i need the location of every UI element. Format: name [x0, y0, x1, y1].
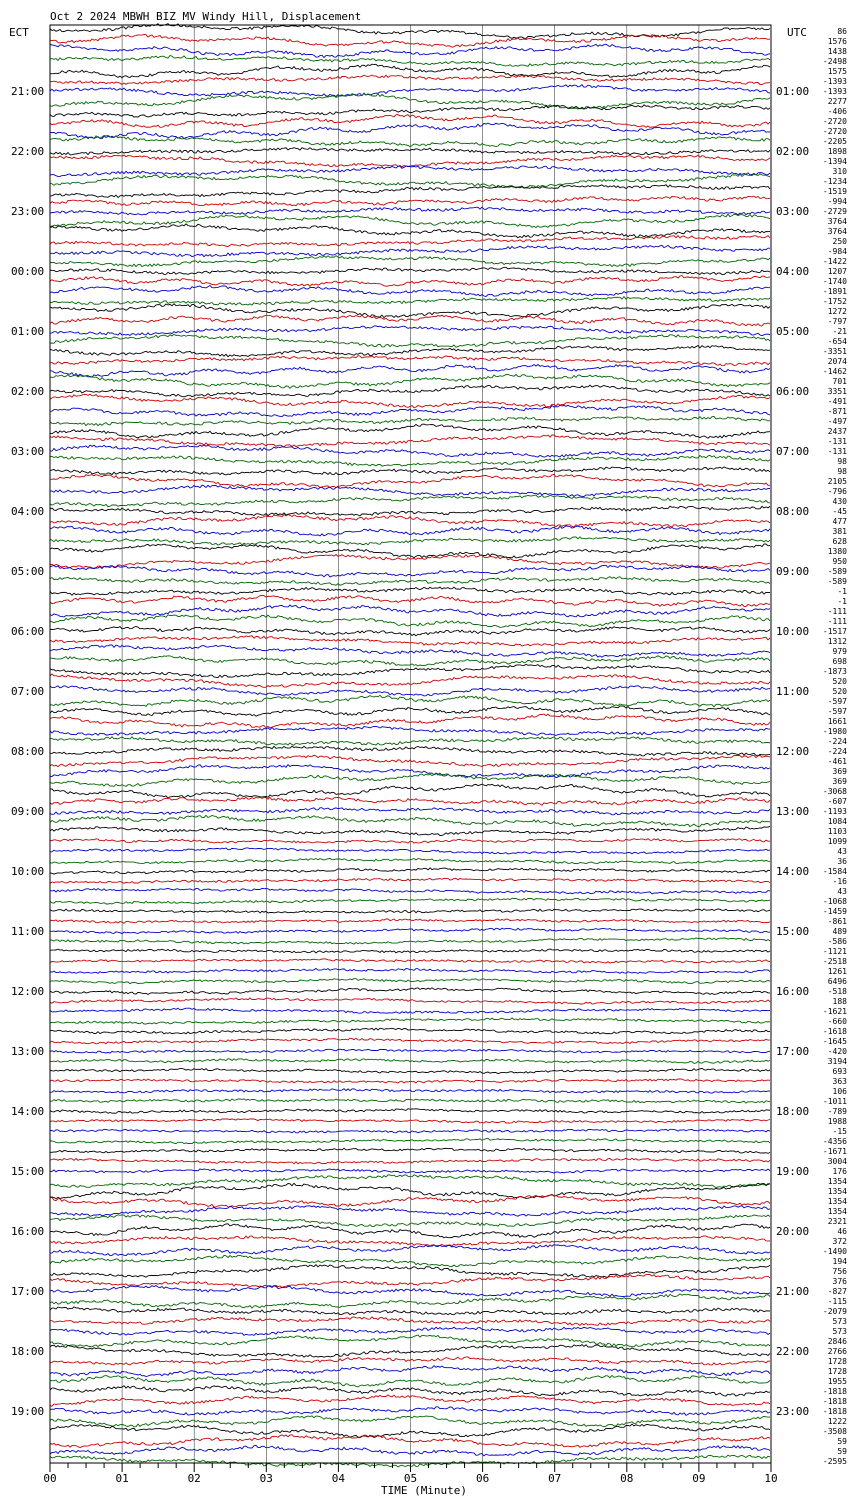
trace-value-label: -607 — [827, 797, 847, 806]
left-hour-label: 05:00 — [11, 565, 45, 578]
trace-value-label: -1980 — [822, 727, 847, 736]
trace-value-label: -1818 — [822, 1387, 847, 1396]
left-hour-label: 17:00 — [11, 1285, 45, 1298]
trace-value-label: -1394 — [822, 157, 847, 166]
trace-value-label: -1459 — [822, 907, 847, 916]
x-tick-label: 00 — [43, 1472, 57, 1485]
trace-value-label: 46 — [837, 1227, 847, 1236]
trace-value-label: 430 — [832, 497, 847, 506]
right-hour-label: 18:00 — [776, 1105, 810, 1118]
right-hour-label: 08:00 — [776, 505, 810, 518]
trace-value-label: -586 — [827, 937, 847, 946]
trace-value-label: 363 — [832, 1077, 847, 1086]
trace-value-label: 36 — [837, 857, 847, 866]
trace-value-label: -406 — [827, 107, 847, 116]
right-hour-label: 14:00 — [776, 865, 810, 878]
trace-value-label: -1422 — [822, 257, 847, 266]
trace-value-label: -1068 — [822, 897, 847, 906]
left-hour-label: 23:00 — [11, 205, 45, 218]
right-hour-label: 11:00 — [776, 685, 810, 698]
trace-value-label: 693 — [832, 1067, 847, 1076]
trace-value-label: 3194 — [827, 1057, 847, 1066]
trace-value-label: -1891 — [822, 287, 847, 296]
trace-value-label: -111 — [827, 617, 847, 626]
right-hour-label: 23:00 — [776, 1405, 810, 1418]
trace-value-label: 176 — [832, 1167, 847, 1176]
x-tick-label: 07 — [548, 1472, 562, 1485]
trace-value-label: 194 — [832, 1257, 847, 1266]
right-hour-label: 07:00 — [776, 445, 810, 458]
trace-value-label: -224 — [827, 737, 847, 746]
x-tick-label: 10 — [764, 1472, 778, 1485]
left-hour-label: 13:00 — [11, 1045, 45, 1058]
right-hour-label: 13:00 — [776, 805, 810, 818]
trace-value-label: 2321 — [827, 1217, 847, 1226]
trace-value-label: -1740 — [822, 277, 847, 286]
right-hour-label: 06:00 — [776, 385, 810, 398]
trace-value-label: 2766 — [827, 1347, 847, 1356]
trace-value-label: -994 — [827, 197, 847, 206]
trace-value-label: 369 — [832, 777, 847, 786]
left-hour-label: 16:00 — [11, 1225, 45, 1238]
left-hour-label: 18:00 — [11, 1345, 45, 1358]
left-hour-label: 21:00 — [11, 85, 45, 98]
trace-value-label: -861 — [827, 917, 847, 926]
trace-value-label: -15 — [832, 1127, 847, 1136]
trace-value-label: -1671 — [822, 1147, 847, 1156]
left-hour-label: 11:00 — [11, 925, 45, 938]
trace-value-label: 950 — [832, 557, 847, 566]
trace-value-label: -984 — [827, 247, 847, 256]
trace-value-label: -660 — [827, 1017, 847, 1026]
trace-value-label: 1354 — [827, 1177, 847, 1186]
trace-value-label: -491 — [827, 397, 847, 406]
trace-value-label: -2720 — [822, 127, 847, 136]
trace-value-label: -3351 — [822, 347, 847, 356]
trace-value-label: -1393 — [822, 77, 847, 86]
trace-value-label: 489 — [832, 927, 847, 936]
trace-value-label: -131 — [827, 437, 847, 446]
left-hour-label: 19:00 — [11, 1405, 45, 1418]
left-hour-label: 22:00 — [11, 145, 45, 158]
trace-value-label: -1584 — [822, 867, 847, 876]
trace-value-label: -1818 — [822, 1407, 847, 1416]
left-hour-label: 01:00 — [11, 325, 45, 338]
trace-value-label: -1618 — [822, 1027, 847, 1036]
x-tick-label: 08 — [620, 1472, 634, 1485]
trace-value-label: 1955 — [827, 1377, 847, 1386]
trace-value-label: 1380 — [827, 547, 847, 556]
trace-value-label: -115 — [827, 1297, 847, 1306]
trace-value-label: 1312 — [827, 637, 847, 646]
trace-value-label: -589 — [827, 577, 847, 586]
trace-value-label: 573 — [832, 1317, 847, 1326]
trace-value-label: -497 — [827, 417, 847, 426]
trace-value-label: -1121 — [822, 947, 847, 956]
trace-value-label: -1621 — [822, 1007, 847, 1016]
x-tick-label: 09 — [692, 1472, 706, 1485]
trace-value-label: 573 — [832, 1327, 847, 1336]
trace-value-label: 2277 — [827, 97, 847, 106]
right-axis-label: UTC — [787, 26, 807, 39]
trace-value-label: -2720 — [822, 117, 847, 126]
trace-value-label: 43 — [837, 887, 847, 896]
trace-value-label: 3764 — [827, 217, 847, 226]
trace-value-label: 6496 — [827, 977, 847, 986]
x-tick-label: 06 — [475, 1472, 490, 1485]
trace-value-label: 2074 — [827, 357, 847, 366]
trace-value-label: 1261 — [827, 967, 847, 976]
left-hour-label: 12:00 — [11, 985, 45, 998]
trace-value-label: -21 — [832, 327, 847, 336]
trace-value-label: 1728 — [827, 1357, 847, 1366]
trace-value-label: 1099 — [827, 837, 847, 846]
trace-value-label: -2518 — [822, 957, 847, 966]
trace-value-label: -45 — [832, 507, 847, 516]
trace-value-label: -111 — [827, 607, 847, 616]
trace-value-label: -589 — [827, 567, 847, 576]
trace-value-label: 376 — [832, 1277, 847, 1286]
trace-value-label: -1645 — [822, 1037, 847, 1046]
trace-value-label: -789 — [827, 1107, 847, 1116]
trace-value-label: -1393 — [822, 87, 847, 96]
x-tick-label: 03 — [259, 1472, 273, 1485]
trace-value-label: 2437 — [827, 427, 847, 436]
trace-value-label: 98 — [837, 457, 847, 466]
trace-value-label: -3068 — [822, 787, 847, 796]
trace-value-label: 3764 — [827, 227, 847, 236]
right-hour-label: 04:00 — [776, 265, 810, 278]
right-hour-label: 19:00 — [776, 1165, 810, 1178]
trace-value-label: 756 — [832, 1267, 847, 1276]
trace-value-label: 369 — [832, 767, 847, 776]
left-hour-label: 06:00 — [11, 625, 45, 638]
right-hour-label: 03:00 — [776, 205, 810, 218]
trace-value-label: 381 — [832, 527, 847, 536]
trace-value-label: -871 — [827, 407, 847, 416]
trace-value-label: -1490 — [822, 1247, 847, 1256]
trace-value-label: 2846 — [827, 1337, 847, 1346]
right-hour-label: 15:00 — [776, 925, 810, 938]
trace-value-label: 520 — [832, 677, 847, 686]
trace-value-label: 701 — [832, 377, 847, 386]
trace-value-label: -2729 — [822, 207, 847, 216]
trace-value-label: 1354 — [827, 1207, 847, 1216]
trace-value-label: 59 — [837, 1447, 847, 1456]
left-hour-label: 09:00 — [11, 805, 45, 818]
trace-value-label: -796 — [827, 487, 847, 496]
trace-value-label: -518 — [827, 987, 847, 996]
trace-value-label: 979 — [832, 647, 847, 656]
right-hour-label: 10:00 — [776, 625, 810, 638]
trace-value-label: 1576 — [827, 37, 847, 46]
trace-value-label: 477 — [832, 517, 847, 526]
trace-value-label: -1 — [837, 587, 847, 596]
trace-value-label: -224 — [827, 747, 847, 756]
trace-value-label: -597 — [827, 697, 847, 706]
trace-value-label: 1207 — [827, 267, 847, 276]
trace-value-label: 1222 — [827, 1417, 847, 1426]
chart-title: Oct 2 2024 MBWH BIZ MV Windy Hill, Displacement — [50, 10, 362, 23]
right-hour-label: 02:00 — [776, 145, 810, 158]
trace-value-label: -1517 — [822, 627, 847, 636]
left-hour-label: 14:00 — [11, 1105, 45, 1118]
trace-value-label: 2105 — [827, 477, 847, 486]
right-hour-label: 09:00 — [776, 565, 810, 578]
right-hour-label: 05:00 — [776, 325, 810, 338]
trace-value-label: -2205 — [822, 137, 847, 146]
trace-value-label: -827 — [827, 1287, 847, 1296]
trace-value-label: -1011 — [822, 1097, 847, 1106]
trace-value-label: 698 — [832, 657, 847, 666]
left-hour-label: 04:00 — [11, 505, 45, 518]
right-hour-label: 20:00 — [776, 1225, 810, 1238]
trace-value-label: -461 — [827, 757, 847, 766]
x-tick-label: 01 — [115, 1472, 129, 1485]
trace-value-label: 98 — [837, 467, 847, 476]
trace-value-label: 1103 — [827, 827, 847, 836]
trace-value-label: 188 — [832, 997, 847, 1006]
trace-value-label: 3004 — [827, 1157, 847, 1166]
trace-value-label: -420 — [827, 1047, 847, 1056]
left-hour-label: 07:00 — [11, 685, 45, 698]
trace-value-label: 1661 — [827, 717, 847, 726]
trace-value-label: -597 — [827, 707, 847, 716]
right-hour-label: 01:00 — [776, 85, 810, 98]
trace-value-label: -1752 — [822, 297, 847, 306]
trace-value-label: 1354 — [827, 1197, 847, 1206]
trace-value-label: -3508 — [822, 1427, 847, 1436]
right-hour-label: 16:00 — [776, 985, 810, 998]
trace-value-label: -1462 — [822, 367, 847, 376]
trace-value-label: -1 — [837, 597, 847, 606]
trace-value-label: -2079 — [822, 1307, 847, 1316]
trace-value-label: 250 — [832, 237, 847, 246]
trace-value-label: -1818 — [822, 1397, 847, 1406]
trace-value-label: 86 — [837, 27, 847, 36]
trace-value-label: 1728 — [827, 1367, 847, 1376]
trace-value-label: -2595 — [822, 1457, 847, 1466]
x-axis-label: TIME (Minute) — [380, 1484, 468, 1497]
trace-value-label: 1988 — [827, 1117, 847, 1126]
trace-value-label: 1438 — [827, 47, 847, 56]
trace-value-label: -1193 — [822, 807, 847, 816]
trace-value-label: 3351 — [827, 387, 847, 396]
left-hour-label: 03:00 — [11, 445, 45, 458]
trace-value-label: 43 — [837, 847, 847, 856]
trace-value-label: 1898 — [827, 147, 847, 156]
x-tick-label: 04 — [331, 1472, 346, 1485]
left-hour-label: 02:00 — [11, 385, 45, 398]
left-hour-label: 15:00 — [11, 1165, 45, 1178]
trace-value-label: -1519 — [822, 187, 847, 196]
left-hour-label: 00:00 — [11, 265, 45, 278]
trace-value-label: 1354 — [827, 1187, 847, 1196]
trace-value-label: 1575 — [827, 67, 847, 76]
x-tick-label: 02 — [187, 1472, 201, 1485]
trace-value-label: 59 — [837, 1437, 847, 1446]
right-hour-label: 12:00 — [776, 745, 810, 758]
right-hour-label: 22:00 — [776, 1345, 810, 1358]
trace-value-label: -654 — [827, 337, 847, 346]
trace-value-label: -797 — [827, 317, 847, 326]
left-hour-label: 10:00 — [11, 865, 45, 878]
trace-value-label: 310 — [832, 167, 847, 176]
trace-value-label: 1272 — [827, 307, 847, 316]
trace-value-label: -131 — [827, 447, 847, 456]
trace-value-label: 628 — [832, 537, 847, 546]
trace-value-label: 520 — [832, 687, 847, 696]
right-hour-label: 17:00 — [776, 1045, 810, 1058]
trace-value-label: -1234 — [822, 177, 847, 186]
trace-value-label: 372 — [832, 1237, 847, 1246]
trace-value-label: -1873 — [822, 667, 847, 676]
right-hour-label: 21:00 — [776, 1285, 810, 1298]
trace-value-label: 106 — [832, 1087, 847, 1096]
left-hour-label: 08:00 — [11, 745, 45, 758]
x-tick-label: 05 — [403, 1472, 418, 1485]
trace-value-label: -2498 — [822, 57, 847, 66]
trace-value-label: -4356 — [822, 1137, 847, 1146]
left-axis-label: ECT — [9, 26, 29, 39]
trace-value-label: 1084 — [827, 817, 847, 826]
trace-value-label: -16 — [832, 877, 847, 886]
